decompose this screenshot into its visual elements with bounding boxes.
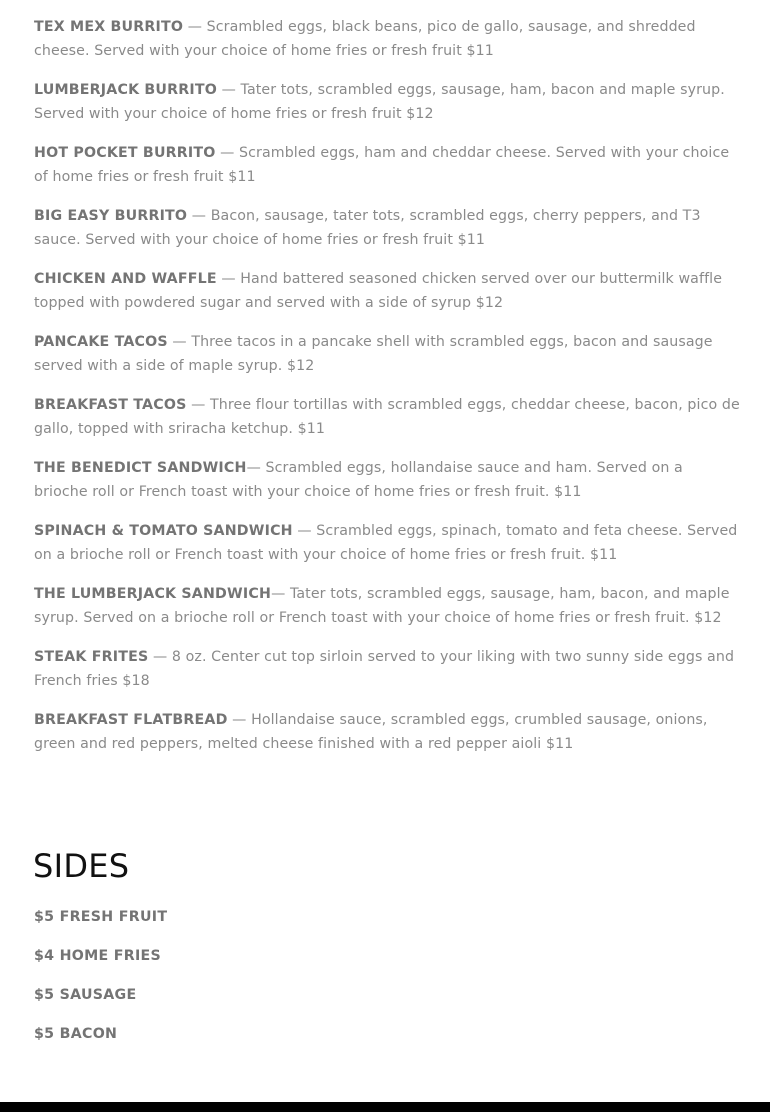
menu-item-description: — 8 oz. Center cut top sirloin served to your liking with two sunny side eggs and French fries $18 (34, 649, 735, 689)
menu-item-description: — Scrambled eggs, black beans, pico de gallo, sausage, and shredded cheese. Served with your choice of home fries or fresh fruit $11 (34, 19, 696, 59)
side-item-bacon: $5 BACON (34, 1026, 118, 1042)
menu-item-name: HOT POCKET BURRITO (34, 145, 216, 161)
menu-item-description: — Bacon, sausage, tater tots, scrambled eggs, cherry peppers, and T3 sauce. Served with your choice of home fries or fresh fruit $11 (34, 208, 701, 248)
menu-item-description: — Hollandaise sauce, scrambled eggs, crumbled sausage, onions, green and red peppers, melted cheese finished with a red pepper aioli $11 (34, 712, 708, 752)
menu-item-description: — Hand battered seasoned chicken served over our buttermilk waffle topped with powdered sugar and served with a side of syrup $12 (34, 271, 723, 311)
menu-item-breakfast-tacos (34, 393, 740, 441)
menu-item-name: CHICKEN AND WAFFLE (34, 271, 217, 287)
menu-item-description: — Scrambled eggs, ham and cheddar cheese. Served with your choice of home fries or fresh fruit $11 (34, 145, 730, 185)
menu-item-description: — Three tacos in a pancake shell with scrambled eggs, bacon and sausage served with a side of maple syrup. $12 (34, 334, 713, 374)
menu-item-name: THE BENEDICT SANDWICH (34, 460, 247, 476)
menu-item-description: — Scrambled eggs, spinach, tomato and feta cheese. Served on a brioche roll or French toast with your choice of home fries or fresh fruit. $11 (34, 523, 738, 563)
menu-item-lumberjack-sandwich (34, 582, 740, 630)
menu-item-tex-mex-burrito (34, 15, 740, 63)
menu-item-spinach-tomato-sandwich (34, 519, 740, 567)
menu-item-breakfast-flatbread (34, 708, 740, 756)
side-item-fresh-fruit: $5 FRESH FRUIT (34, 909, 168, 925)
menu-item-name: BIG EASY BURRITO (34, 208, 188, 224)
menu-item-lumberjack-burrito (34, 78, 740, 126)
menu-item-name: LUMBERJACK BURRITO (34, 82, 218, 98)
menu-item-name: PANCAKE TACOS (34, 334, 168, 350)
menu-item-description: — Tater tots, scrambled eggs, sausage, ham, bacon and maple syrup. Served with your choice of home fries or fresh fruit $12 (34, 82, 725, 122)
breakfast-menu-list (34, 15, 740, 771)
menu-item-big-easy-burrito (34, 204, 740, 252)
menu-item-steak-frites (34, 645, 740, 693)
menu-item-name: TEX MEX BURRITO (34, 19, 184, 35)
menu-item-description: — Three flour tortillas with scrambled eggs, cheddar cheese, bacon, pico de gallo, topped with sriracha ketchup. $11 (34, 397, 740, 437)
menu-item-benedict-sandwich (34, 456, 740, 504)
menu-item-name: BREAKFAST FLATBREAD (34, 712, 228, 728)
menu-item-description: — Tater tots, scrambled eggs, sausage, ham, bacon, and maple syrup. Served on a brioche roll or French toast with your choice of home fries or fresh fruit. $12 (34, 586, 730, 626)
footer-bar (0, 1102, 770, 1112)
side-item-home-fries: $4 HOME FRIES (34, 948, 162, 964)
sides-heading: SIDES (33, 847, 130, 885)
menu-item-name: STEAK FRITES (34, 649, 149, 665)
menu-item-description: — Scrambled eggs, hollandaise sauce and ham. Served on a brioche roll or French toast with your choice of home fries or fresh fruit. $11 (34, 460, 683, 500)
side-item-sausage: $5 SAUSAGE (34, 987, 137, 1003)
menu-item-hot-pocket-burrito (34, 141, 740, 189)
menu-item-name: BREAKFAST TACOS (34, 397, 187, 413)
menu-item-pancake-tacos (34, 330, 740, 378)
menu-item-name: THE LUMBERJACK SANDWICH (34, 586, 272, 602)
sides-list (34, 905, 167, 1061)
menu-item-name: SPINACH & TOMATO SANDWICH (34, 523, 293, 539)
menu-item-chicken-and-waffle (34, 267, 740, 315)
